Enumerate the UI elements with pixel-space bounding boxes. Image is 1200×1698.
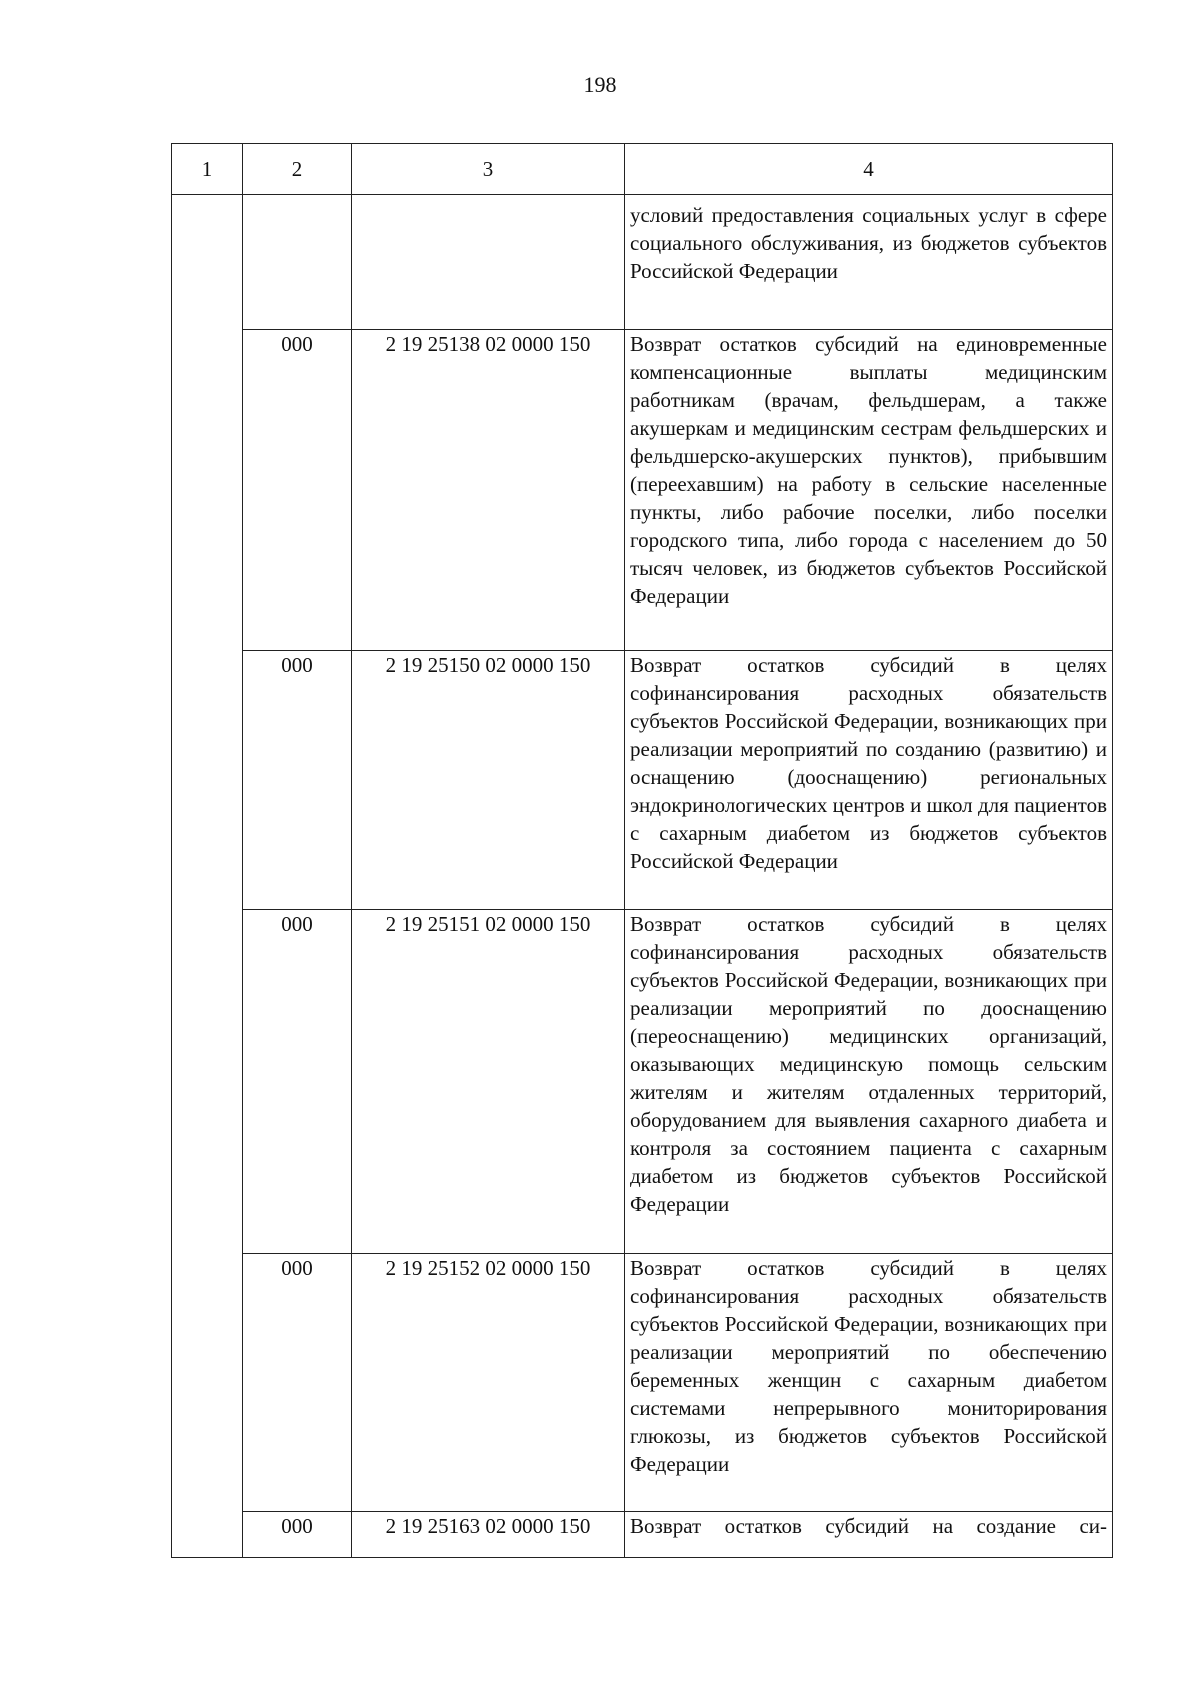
column-header-3: 3 [352, 144, 625, 195]
table-row [172, 651, 1113, 910]
admin-code-cell: 000 [243, 651, 352, 910]
column-header-1: 1 [172, 144, 243, 195]
budget-code-cell: 2 19 25150 02 0000 150 [352, 651, 625, 910]
group-cell [172, 330, 243, 651]
group-cell [172, 651, 243, 910]
column-header-4: 4 [625, 144, 1113, 195]
budget-code-cell: 2 19 25163 02 0000 150 [352, 1512, 625, 1558]
admin-code-cell: 000 [243, 910, 352, 1254]
description-cell: Возврат остатков субсидий на создание си- [625, 1512, 1113, 1558]
group-cell [172, 1512, 243, 1558]
table-row [172, 910, 1113, 1254]
column-header-2: 2 [243, 144, 352, 195]
budget-code-cell: 2 19 25151 02 0000 150 [352, 910, 625, 1254]
admin-code-cell: 000 [243, 1512, 352, 1558]
group-cell [172, 1254, 243, 1512]
admin-code-cell [243, 195, 352, 330]
table-row [172, 1512, 1113, 1558]
budget-codes-table [171, 143, 1113, 1558]
description-cell: Возврат остатков субсидий в целях софинансирования расходных обязательств субъектов Российской Федерации, возникающих при реализации мероприятий по созданию (развитию) и оснащению (дооснащению) региональных эндокринологических центров и школ для пациентов с сахарным диабетом из бюджетов субъектов Российской Федерации [625, 651, 1113, 910]
description-cell: условий предоставления социальных услуг в сфере социального обслуживания, из бюджетов субъектов Российской Федерации [625, 195, 1113, 330]
admin-code-cell: 000 [243, 330, 352, 651]
table-row [172, 1254, 1113, 1512]
description-cell: Возврат остатков субсидий в целях софинансирования расходных обязательств субъектов Российской Федерации, возникающих при реализации мероприятий по дооснащению (переоснащению) медицинских организаций, оказывающих медицинскую помощь сельским жителям и жителям отдаленных территорий, оборудованием для выявления сахарного диабета и контроля за состоянием пациента с сахарным диабетом из бюджетов субъектов Российской Федерации [625, 910, 1113, 1254]
group-cell [172, 910, 243, 1254]
budget-code-cell: 2 19 25138 02 0000 150 [352, 330, 625, 651]
budget-code-cell: 2 19 25152 02 0000 150 [352, 1254, 625, 1512]
table-row [172, 330, 1113, 651]
budget-code-cell [352, 195, 625, 330]
table-header-row [172, 144, 1113, 195]
group-cell [172, 195, 243, 330]
page-number: 198 [583, 72, 617, 97]
admin-code-cell: 000 [243, 1254, 352, 1512]
description-cell: Возврат остатков субсидий на единовременные компенсационные выплаты медицинским работникам (врачам, фельдшерам, а также акушеркам и медицинским сестрам фельдшерских и фельдшерско-акушерских пунктов), прибывшим (переехавшим) на работу в сельские населенные пункты, либо рабочие поселки, либо поселки городского типа, либо города с населением до 50 тысяч человек, из бюджетов субъектов Российской Федерации [625, 330, 1113, 651]
description-cell: Возврат остатков субсидий в целях софинансирования расходных обязательств субъектов Российской Федерации, возникающих при реализации мероприятий по обеспечению беременных женщин с сахарным диабетом системами непрерывного мониторирования глюкозы, из бюджетов субъектов Российской Федерации [625, 1254, 1113, 1512]
table-row [172, 195, 1113, 330]
